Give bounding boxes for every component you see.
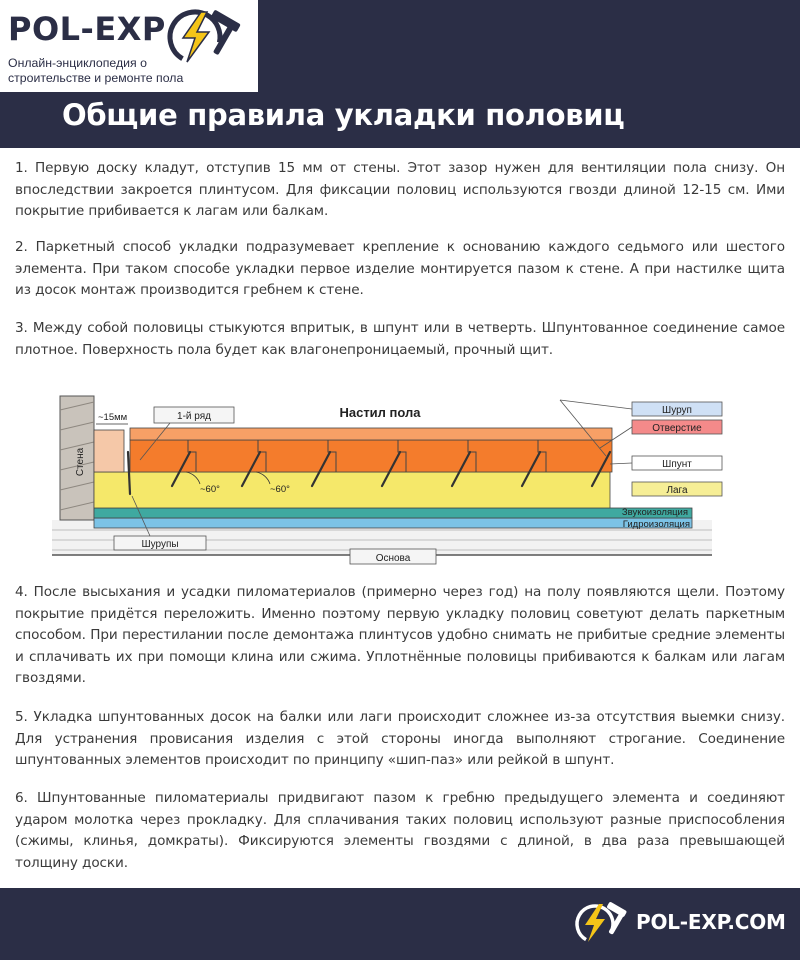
screw-label: Шуруп [662, 405, 692, 416]
brand-name: POL-EXP [8, 10, 166, 48]
angle-label-1: ~60° [200, 484, 220, 495]
hole-label: Отверстие [652, 423, 702, 434]
article-content [0, 148, 800, 888]
page-title: Общие правила укладки половиц [62, 98, 625, 132]
water-label: Гидроизоляция [622, 519, 690, 530]
sound-label: Звукоизоляция [621, 507, 688, 518]
base-label: Основа [375, 553, 411, 564]
brand-tagline: Онлайн-энциклопедия о строительстве и ремонте пола [8, 56, 184, 85]
paragraph-4: 4. После высыхания и усадки пиломатериалов (примерно через год) на полу появляются щели. Поэтому покрытие придётся переложить. Именно поэтому первую укладку половиц советуют делать паркетным способом. При перестилании после демонтажа плинтусов удобно снимать не прибитые средние элементы и сплачивать их при помощи клина или сжима. Уплотнённые половицы прибиваются к балкам или лагам гвоздями. [15, 584, 785, 686]
paragraph-2: 2. Паркетный способ укладки подразумевает крепление к основанию каждого седьмого или шестого элемента. При таком способе укладки первое изделие монтируется пазом к стене. А при настилке щита из досок монтаж производится гребнем к стене. [15, 239, 785, 298]
header-logo-panel [0, 0, 258, 92]
footer-logo-icon [573, 898, 631, 946]
paragraph-6: 6. Шпунтованные пиломатериалы придвигают пазом к гребню предыдущего элемента и соединяют ударом молотка через прокладку. Для сплачивания таких половиц используют разные приспособления (сжимы, клинья, домкраты). Фиксируются элементы гвоздями с длиной, в два раза превышающей толщину доски. [15, 790, 785, 871]
footer-site-link[interactable]: POL-EXP.COM [636, 910, 786, 934]
diagram-title: Настил пола [339, 405, 421, 420]
paragraph-3: 3. Между собой половицы стыкуются впритык, в шпунт или в четверть. Шпунтованное соединение самое плотное. Поверхность пола будет как влагонепроницаемый, прочный щит. [15, 320, 785, 358]
first-row-label: 1-й ряд [177, 411, 211, 422]
angle-label-2: ~60° [270, 484, 290, 495]
paragraph-1: 1. Первую доску кладут, отступив 15 мм от стены. Этот зазор нужен для вентиляции пола снизу. Он впоследствии закроется плинтусом. Для фиксации половиц используются гвозди длиной 12-15 см. Ими покрытие прибивается к лагам или балкам. [15, 160, 785, 219]
wall-label: Стена [75, 447, 86, 477]
joist-label: Лага [666, 485, 688, 496]
screws-label: Шурупы [141, 539, 179, 550]
tongue-label: Шпунт [662, 459, 692, 470]
floor-layout-diagram [0, 380, 800, 580]
paragraph-5: 5. Укладка шпунтованных досок на балки или лаги происходит сложнее из-за отсутствия выемки снизу. Для устранения провисания изделия с этой стороны иногда выполняют строгание. Соединение шпунтованных элементов происходит по принципу «шип-паз» или рейкой в шпунт. [15, 709, 785, 768]
gap-label: ~15мм [98, 412, 128, 423]
